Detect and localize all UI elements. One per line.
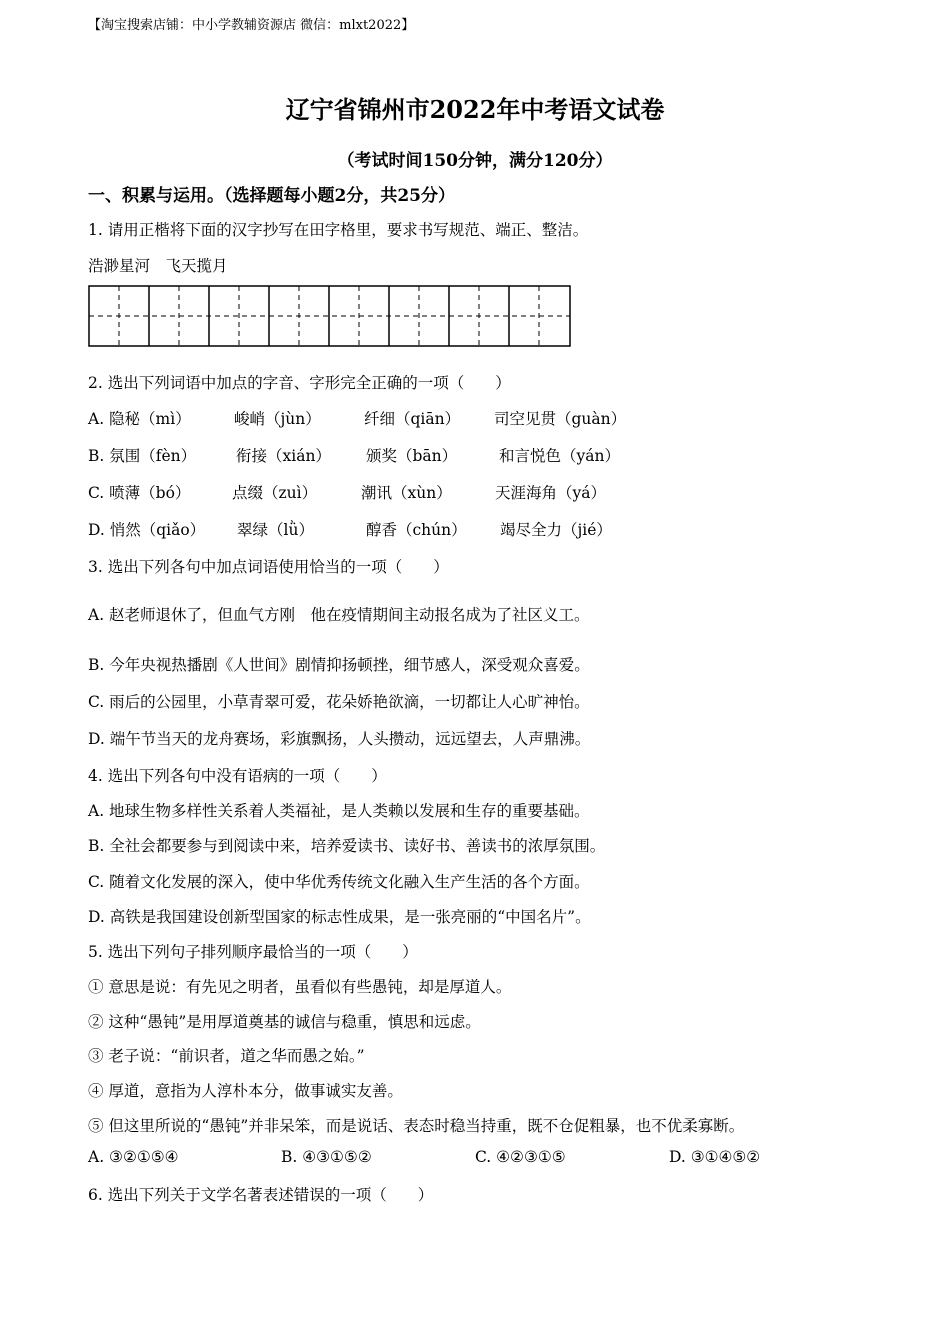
q5-sentence-1: ① 意思是说：有先见之明者，虽看似有些愚钝，却是厚道人。: [88, 978, 512, 996]
q2-d-item-2: 翠绿（lǜ）: [237, 521, 314, 539]
q2-a-item-1: A. 隐秘（mì）: [88, 410, 191, 428]
q1-stem: 1. 请用正楷将下面的汉字抄写在田字格里，要求书写规范、端正、整洁。: [88, 221, 589, 239]
q5-sentence-3: ③ 老子说：“前识者，道之华而愚之始。”: [88, 1047, 365, 1065]
page-title: 辽宁省锦州市2022年中考语文试卷: [285, 95, 665, 124]
q2-b-item-1: B. 氛围（fèn）: [88, 447, 197, 465]
header-note: 【淘宝搜索店铺：中小学教辅资源店 微信：mlxt2022】: [88, 18, 415, 33]
q2-c-item-1: C. 喷薄（bó）: [88, 484, 191, 502]
q2-b-item-4: 和言悦色（yán）: [499, 447, 620, 465]
q5-sentence-5: ⑤ 但这里所说的“愚钝”并非呆笨，而是说话、表态时稳当持重，既不仓促粗暴，也不优柔寡断。: [88, 1117, 745, 1135]
q2-b-item-3: 颁奖（bān）: [366, 447, 458, 465]
q2-a-item-4: 司空见贯（guàn）: [494, 410, 627, 428]
q5-option-a[interactable]: A. ③②①⑤④: [88, 1148, 179, 1166]
q3-option-a[interactable]: A. 赵老师退休了，但血气方刚 他在疫情期间主动报名成为了社区义工。: [88, 606, 590, 624]
q5-option-b[interactable]: B. ④③①⑤②: [281, 1148, 372, 1166]
q4-option-c[interactable]: C. 随着文化发展的深入，使中华优秀传统文化融入生产生活的各个方面。: [88, 873, 590, 891]
q3-option-c[interactable]: C. 雨后的公园里，小草青翠可爱，花朵娇艳欲滴，一切都让人心旷神怡。: [88, 693, 590, 711]
q4-option-d[interactable]: D. 高铁是我国建设创新型国家的标志性成果，是一张亮丽的“中国名片”。: [88, 908, 591, 926]
q2-b-item-2: 衔接（xián）: [236, 447, 331, 465]
exam-subtitle: （考试时间150分钟，满分120分）: [337, 151, 613, 171]
q5-sentence-4: ④ 厚道，意指为人淳朴本分，做事诚实友善。: [88, 1082, 403, 1100]
q5-sentence-2: ② 这种“愚钝”是用厚道奠基的诚信与稳重，慎思和远虑。: [88, 1013, 481, 1031]
section-heading: 一、积累与运用。（选择题每小题2分，共25分）: [88, 186, 455, 206]
q6-stem: 6. 选出下列关于文学名著表述错误的一项（ ）: [88, 1186, 434, 1204]
q3-option-b[interactable]: B. 今年央视热播剧《人世间》剧情抑扬顿挫，细节感人，深受观众喜爱。: [88, 656, 590, 674]
q4-option-b[interactable]: B. 全社会都要参与到阅读中来，培养爱读书、读好书、善读书的浓厚氛围。: [88, 837, 606, 855]
q2-a-item-3: 纤细（qiān）: [364, 410, 461, 428]
q2-d-item-3: 醇香（chún）: [366, 521, 467, 539]
q4-stem: 4. 选出下列各句中没有语病的一项（ ）: [88, 767, 387, 785]
q3-option-d[interactable]: D. 端午节当天的龙舟赛场，彩旗飘扬，人头攒动，远远望去，人声鼎沸。: [88, 730, 591, 748]
q2-d-item-4: 竭尽全力（jié）: [500, 521, 612, 539]
q5-option-d[interactable]: D. ③①④⑤②: [669, 1148, 761, 1166]
q3-stem: 3. 选出下列各句中加点词语使用恰当的一项（ ）: [88, 558, 449, 576]
q1-phrase: 浩渺星河 飞天揽月: [88, 257, 228, 275]
q4-option-a[interactable]: A. 地球生物多样性关系着人类福祉，是人类赖以发展和生存的重要基础。: [88, 802, 590, 820]
q5-option-c[interactable]: C. ④②③①⑤: [475, 1148, 566, 1166]
tianzige-grid[interactable]: [88, 285, 571, 347]
q2-c-item-4: 天涯海角（yá）: [495, 484, 606, 502]
q2-c-item-3: 潮讯（xùn）: [361, 484, 452, 502]
q2-a-item-2: 峻峭（jùn）: [234, 410, 321, 428]
q2-c-item-2: 点缀（zuì）: [232, 484, 318, 502]
q2-d-item-1: D. 悄然（qiǎo）: [88, 521, 206, 539]
q2-stem: 2. 选出下列词语中加点的字音、字形完全正确的一项（ ）: [88, 374, 511, 392]
q5-stem: 5. 选出下列句子排列顺序最恰当的一项（ ）: [88, 943, 418, 961]
